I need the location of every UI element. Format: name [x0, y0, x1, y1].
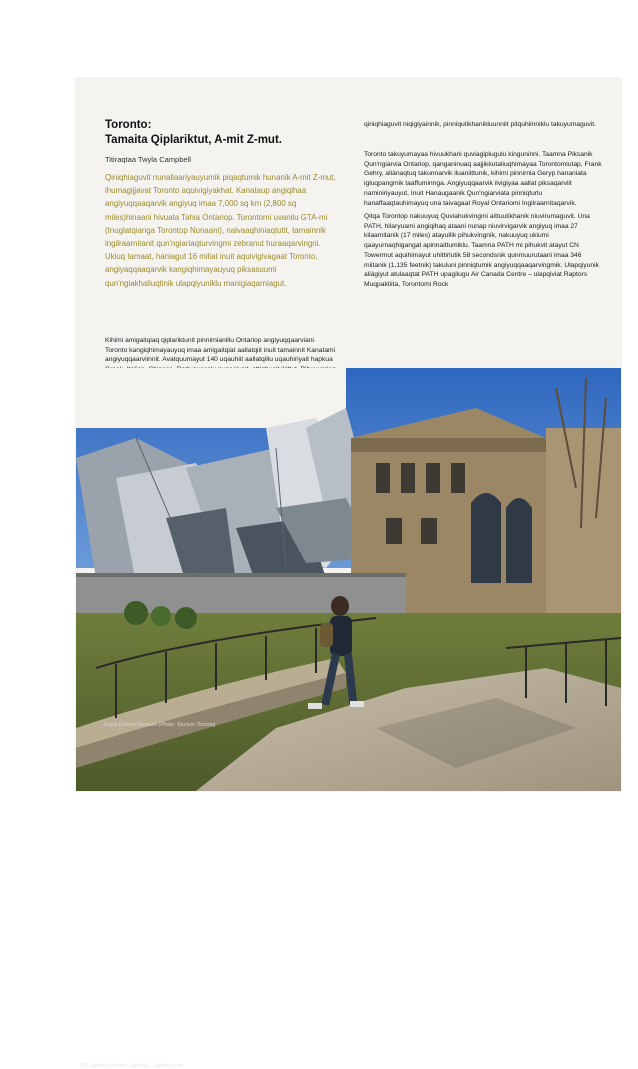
- royal-ontario-museum-photo: [76, 368, 621, 1069]
- photo-caption: Royal Ontario Museum (Photo: Tourism Toronto): [104, 722, 216, 728]
- article-byline: Titiraqtaa Twyla Campbell: [105, 155, 191, 164]
- article-col2-paragraph-2: Toronto takuyumayaa hivuukhani quviagiplugulu kinguninni. Taamna Piksanik Qun'ngiarvia Ontariop, qanganinuaq aajjikkutaliuqhimayaa Torontomiutap, Frank Gehry, aliànaqtuq takunnarvik iluaniittunik, kihimi pinnirnia Geryp hananiata igluqpangmik taaffuminnga. Angiyuqqaarvik ilvigiyaa aallat piksaqarviit naminiriyauyut, Inuit Hanaugaanik Qun'ngiarviata pinniqturlu hanaffaaqtauhimayuq una taivagaat Royal Ontariomi Ingilraarnitaqarvik.: [364, 151, 602, 207]
- article-title-line-1: Toronto:: [105, 119, 152, 131]
- article-col2-paragraph-3: Qitqa Torontop nakuuyuq Quviahukvingmi aittuutikhanik niuvirumaguvit. Una PATH, hilaryuami angiqihaq ataani nunap niuvirvigarvik angiyuq imaa 27 kilaamitanik (17 miles) atayullik pihukvingnik, nakuuyuq ukiumi qaayurnaqhigangat apinnaittumiklu. Taamna PATH mi pihukvit atayut CN Towermut aquihimayut uhittirlutik 58 secondsnik qunmuurutaani imaa 346 miitanik (1,135 feetnik) takuluni pinniqtumik angiyuqqaaqarvingmik. Ulapqiyunik aliàgiyut atulaaqtat PATH upagilugu Air Canada Centre – ulapqiviat Raptors Muqpaktiita, Torontomi Rock: [364, 213, 599, 288]
- article-title-line-2: Tamaita Qiplariktut, A-mit Z-mut.: [105, 134, 282, 146]
- article-lead-paragraph: Qiniqhiaguvit nunallaariyauyumik piqaqtumik hunanik A-mit Z-mut, ihumagijjavat Toronto aquivigiyakhat. Kanataup angiqihaa angiyuqqaaqarvik angiyuq imaa 7,000 sq km (2,800 sq miles)hinaani hivuata Tahia Ontariop. Torontomi uvanilu GTA-mi (Inuglatqianga Torontop Nunaani), nalvaaqhiniaqtutit, tamainnik ingilraarnitanit qun'ngiariaqturvingmi zebranut huraaqarvingni. Ukiuq tamaat, haniagut 16 miliat inuit aquivigivagaat Toronto, angiyaqqaaqarvik kangiqhimayauyuq piksasuumi qun'ngiakhaliuqtinik ulapqiyuniklu manigiaqarniagut.: [105, 173, 336, 288]
- article-col2-paragraph-1: qiniqhiaguvit niqigiyainnik, pinniqutikhanikluunniit pitquhiinniklu takuyumaguvit.: [364, 121, 596, 128]
- magazine-page: [76, 78, 621, 1069]
- page-footer: 20 | Canada's Arctic • Canada3 ... lalisleis.com: [80, 1063, 183, 1069]
- article-body-left: Kihimi amigaitqiaq qiplariktunit pinnirnianillu Ontariop angiyuqqaarviani. Toronto kangiqhimayauyuq imaa amigaitqiat aallatqiit inuit tamainnit Kanatami angiyuqqaarviinnit. Avatquumayut 140 uqauhiit aallatqillu uqauhiriyait hapkua: [105, 337, 336, 364]
